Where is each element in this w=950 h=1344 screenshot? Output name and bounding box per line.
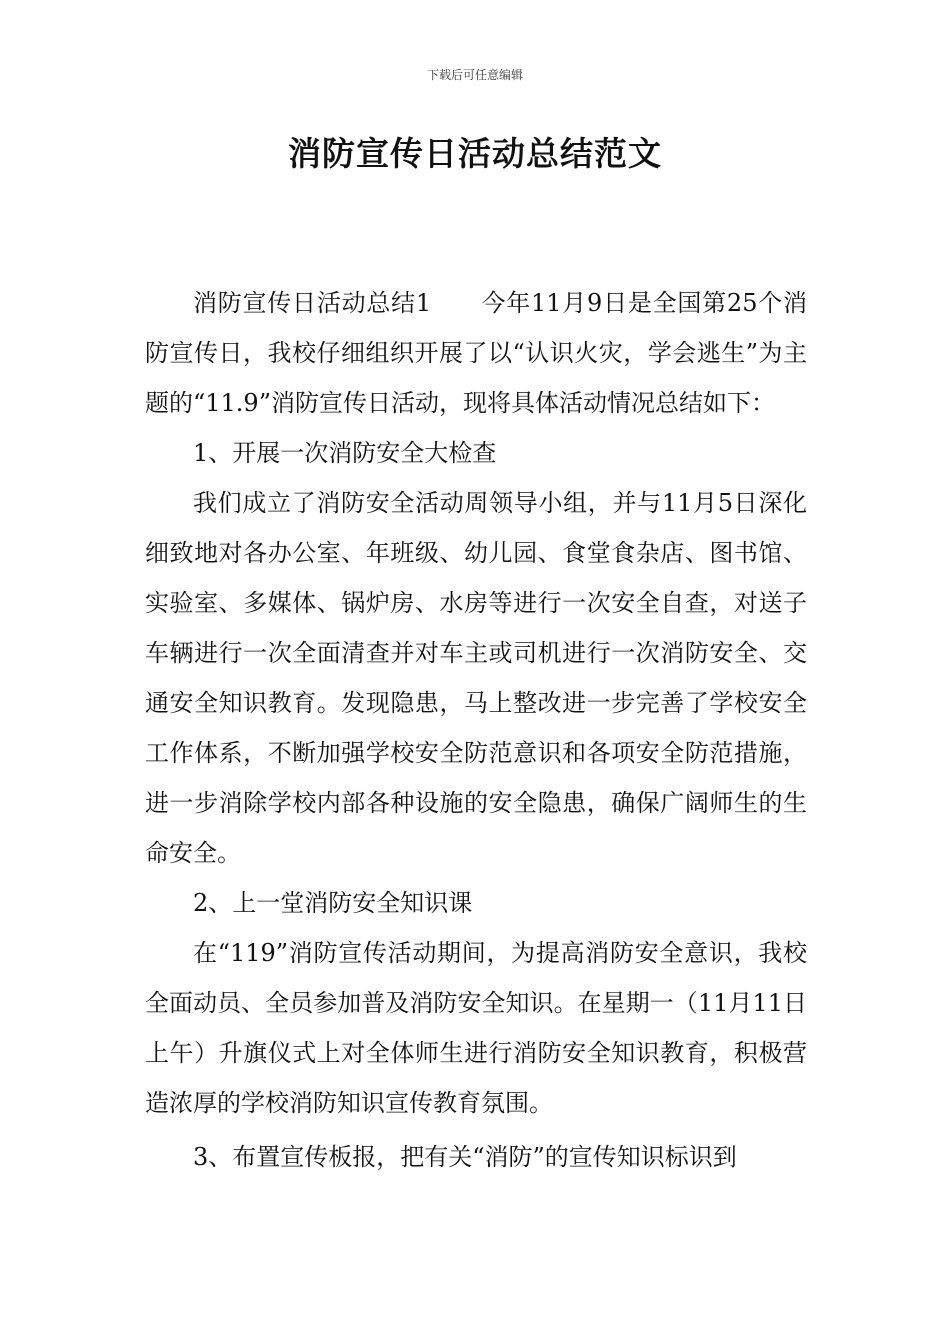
header-note: 下载后可任意编辑: [426, 68, 523, 82]
section-heading-3: 3、布置宣传板报，把有关“消防”的宣传知识标识到: [193, 1143, 737, 1171]
section-heading-1: 1、开展一次消防安全大检查: [193, 439, 497, 467]
document-body: [145, 278, 807, 1182]
paragraph-intro: 消防宣传日活动总结1 今年11月9日是全国第25个消防宣传日，我校仔细组织开展了以“认识火灾，学会逃生”为主题的“11.9”消防宣传日活动，现将具体活动情况总结如下：: [145, 289, 807, 417]
paragraph-section-1: 我们成立了消防安全活动周领导小组，并与11月5日深化细致地对各办公室、年班级、幼儿园、食堂食杂店、图书馆、实验室、多媒体、锅炉房、水房等进行一次安全自查，对送子车辆进行一次全面清查并对车主或司机进行一次消防安全、交通安全知识教育。发现隐患，马上整改进一步完善了学校安全工作体系，不断加强学校安全防范意识和各项安全防范措施，进一步消除学校内部各种设施的安全隐患，确保广阔师生的生命安全。: [145, 489, 807, 867]
document-title: 消防宣传日活动总结范文: [288, 134, 662, 173]
paragraph-section-2: 在“119”消防宣传活动期间，为提高消防安全意识，我校全面动员、全员参加普及消防安全知识。在星期一（11月11日上午）升旗仪式上对全体师生进行消防安全知识教育，积极营造浓厚的学校消防知识宣传教育氛围。: [145, 939, 807, 1117]
section-heading-2: 2、上一堂消防安全知识课: [193, 889, 473, 917]
